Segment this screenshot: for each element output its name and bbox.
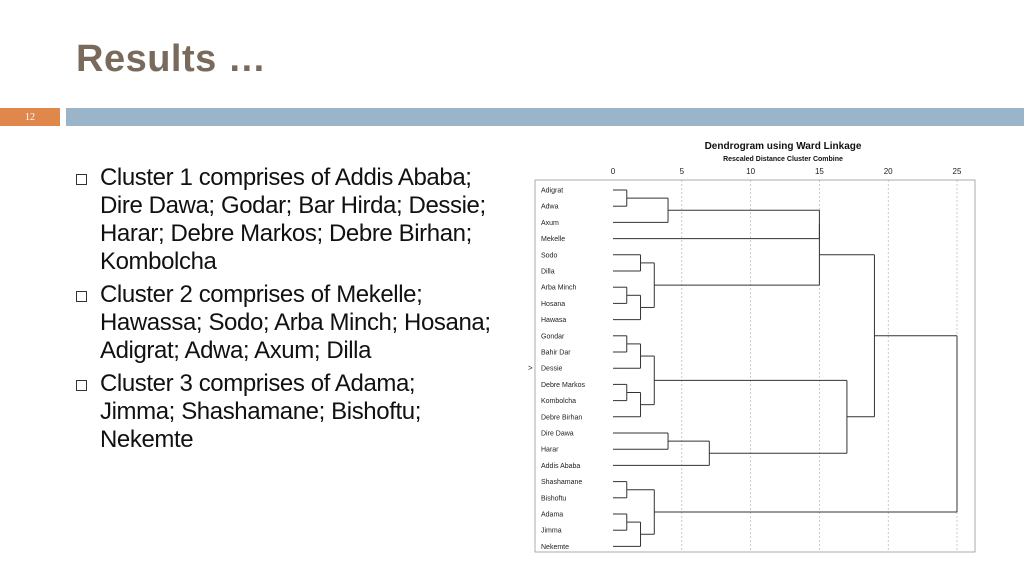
- leaf-label: Hawasa: [541, 317, 567, 325]
- leaf-label: Kombolcha: [541, 398, 577, 406]
- leaf-labels: [528, 188, 585, 551]
- bullet-text: Cluster 1 comprises of Addis Ababa; Dire Dawa; Godar; Bar Hirda; Dessie; Harar; Debre Markos; Debre Birhan; Kombolcha: [100, 164, 486, 275]
- bullet-item: [76, 164, 496, 276]
- dendrogram-title: Dendrogram using Ward Linkage: [704, 141, 862, 152]
- leaf-label: Debre Markos: [541, 381, 585, 389]
- leaf-label: Adama: [541, 511, 564, 519]
- bullet-square-icon: [76, 380, 87, 391]
- leaf-label: Hosana: [541, 300, 566, 308]
- leaf-label: Adigrat: [541, 187, 564, 195]
- axis-ticks: [611, 167, 962, 176]
- dendrogram-figure: [525, 134, 985, 559]
- axis-tick-label: 25: [952, 167, 962, 176]
- leaf-label: Harar: [541, 446, 559, 454]
- bullet-item: [76, 370, 496, 454]
- axis-tick-label: 10: [746, 167, 756, 176]
- slide-title: Results …: [76, 38, 267, 80]
- axis-tick-label: 20: [883, 167, 893, 176]
- leaf-label: Dilla: [541, 268, 555, 276]
- marker-arrow-icon: >: [528, 363, 533, 373]
- leaf-label: Bishoftu: [541, 495, 567, 503]
- axis-tick-label: 0: [610, 167, 616, 176]
- leaf-label: Dire Dawa: [541, 430, 574, 438]
- dendrogram-subtitle: Rescaled Distance Cluster Combine: [723, 156, 843, 163]
- header-bar: [66, 108, 1024, 126]
- bullet-list: [76, 164, 496, 459]
- leaf-label: Sodo: [541, 252, 558, 260]
- bullet-item: [76, 281, 496, 365]
- leaf-label: Arba Minch: [541, 284, 577, 292]
- slide-number: 12: [0, 108, 60, 126]
- dendrogram-svg: [525, 134, 985, 559]
- axis-tick-label: 5: [679, 167, 685, 176]
- plot-frame: [535, 180, 975, 552]
- leaf-label: Addis Ababa: [541, 462, 581, 470]
- bullet-text: Cluster 3 comprises of Adama; Jimma; Shashamane; Bishoftu; Nekemte: [100, 370, 421, 453]
- leaf-label: Debre Birhan: [541, 414, 583, 422]
- bullet-square-icon: [76, 291, 87, 302]
- leaf-label: Adwa: [541, 203, 559, 211]
- bullet-text: Cluster 2 comprises of Mekelle; Hawassa; Sodo; Arba Minch; Hosana; Adigrat; Adwa; Axum; Dilla: [100, 281, 491, 364]
- leaf-label: Mekelle: [541, 236, 566, 244]
- leaf-label: Bahir Dar: [541, 349, 571, 357]
- leaf-label: Nekemte: [541, 543, 570, 551]
- dendrogram-links: [613, 190, 957, 546]
- bullet-square-icon: [76, 174, 87, 185]
- leaf-label: Dessie: [541, 365, 563, 373]
- leaf-label: Jimma: [541, 527, 562, 535]
- axis-tick-label: 15: [814, 167, 824, 176]
- leaf-label: Axum: [541, 219, 559, 227]
- leaf-label: Shashamane: [541, 479, 583, 487]
- leaf-label: Gondar: [541, 333, 565, 341]
